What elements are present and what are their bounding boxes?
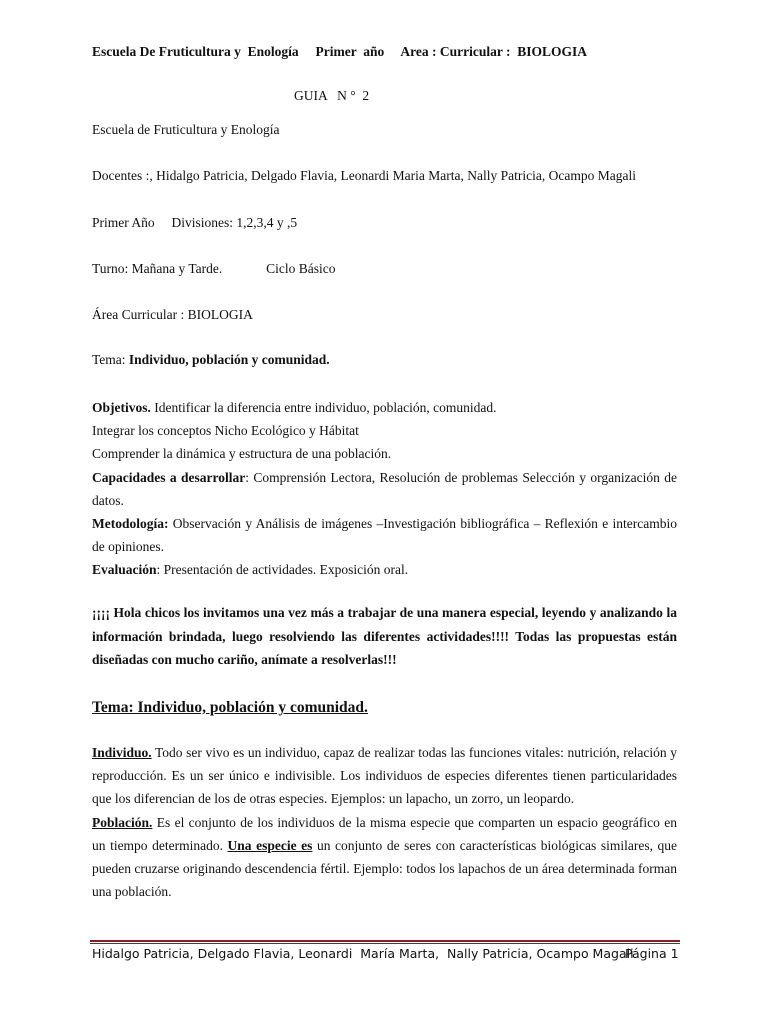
info-tema [92, 348, 677, 371]
objectives-block [92, 396, 677, 582]
footer-rule-top [90, 940, 680, 942]
intro-paragraph: ¡¡¡¡ Hola chicos los invitamos una vez más a trabajar de una manera especial, leyendo y analizando la información brindada, luego resolviendo las diferentes actividades!!!! Todas las propuestas están diseñadas con mucho cariño, anímate a resolverlas!!! [92, 605, 677, 668]
objectives-line-3: Comprender la dinámica y estructura de una población. [92, 446, 392, 462]
poblacion-label: Población. [92, 814, 153, 830]
footer-page-number: Página 1 [625, 946, 679, 961]
info-turn-cycle [92, 257, 677, 280]
methodology-label: Metodología: [92, 516, 169, 532]
header-area: Area : Curricular : BIOLOGIA [400, 44, 587, 59]
capacities-paragraph: Capacidades a desarrollar: Comprensión Lectora, Resolución de problemas Selección y organización de datos. [92, 469, 677, 508]
objectives-line-2: Integrar los conceptos Nicho Ecológico y Hábitat [92, 423, 359, 439]
info-year-divisions [92, 211, 677, 234]
info-cycle: Ciclo Básico [266, 261, 336, 276]
individuo-paragraph: Individuo. Todo ser vivo es un individuo, capaz de realizar todas las funciones vitales: nutrición, relación y reproducción. Es un ser único e indivisible. Los individuos de especies diferentes tienen particularidades que los diferencian de los de otras especies. Ejemplos: un lapacho, un zorro, un leopardo. [92, 745, 677, 807]
info-tema-label: Tema: [92, 352, 126, 367]
evaluation-paragraph: Evaluación: Presentación de actividades. Exposición oral. [92, 562, 409, 578]
info-year: Primer Año [92, 215, 155, 230]
capacities-label: Capacidades a desarrollar [92, 469, 246, 485]
page-header [92, 40, 677, 63]
info-divisions: Divisiones: 1,2,3,4 y ,5 [171, 215, 298, 230]
especie-label: Una especie es [227, 837, 313, 853]
info-school: Escuela de Fruticultura y Enología [92, 122, 280, 137]
header-school: Escuela De Fruticultura y Enología [92, 44, 299, 59]
objectives-label: Objetivos. [92, 400, 151, 415]
methodology-paragraph: Metodología: Observación y Análisis de imágenes –Investigación bibliográfica – Reflexión e intercambio de opiniones. [92, 516, 677, 555]
guia-number: GUIA N ° 2 [294, 88, 370, 103]
info-teachers: Docentes :, Hidalgo Patricia, Delgado Flavia, Leonardi Maria Marta, Nally Patricia, Ocampo Magali [92, 168, 636, 183]
header-year: Primer año [315, 44, 385, 59]
poblacion-paragraph: Población. Es el conjunto de los individuos de la misma especie que comparten un espacio geográfico en un tiempo determinado. Una especie es un conjunto de seres con características biológicas similares, que pueden cruzarse originando descendencia fértil. Ejemplo: todos los lapachos de un área determinada forman una población. [92, 814, 678, 900]
footer-authors: Hidalgo Patricia, Delgado Flavia, Leonardi María Marta, Nally Patricia, Ocampo Magali [92, 946, 634, 961]
info-area: Área Curricular : BIOLOGIA [92, 307, 253, 322]
objectives-line-1: Objetivos. Identificar la diferencia entre individuo, población, comunidad. [92, 400, 497, 415]
info-turn: Turno: Mañana y Tarde. [92, 261, 223, 276]
evaluation-label: Evaluación [92, 562, 157, 578]
section-title: Tema: Individuo, población y comunidad. [92, 699, 368, 716]
info-tema-value: Individuo, población y comunidad. [128, 352, 330, 367]
footer-rule-bottom [90, 943, 680, 944]
content-block [92, 741, 677, 903]
individuo-label: Individuo. [92, 745, 152, 760]
